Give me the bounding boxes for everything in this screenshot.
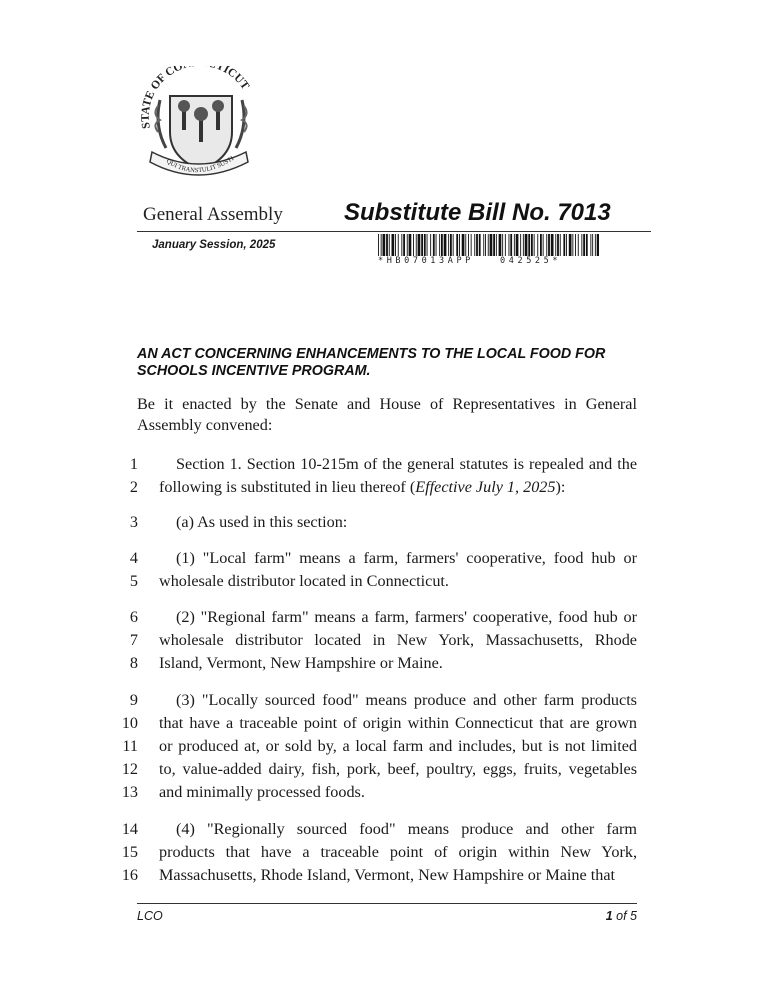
act-title: AN ACT CONCERNING ENHANCEMENTS TO THE LOCAL FOOD FOR SCHOOLS INCENTIVE PROGRAM.	[137, 346, 606, 379]
line-number: 13	[121, 783, 138, 801]
barcode-text: *HB07013APP 042525*	[378, 256, 562, 266]
line-text: Massachusetts, Rhode Island, Vermont, New Hampshire or Maine that	[159, 866, 616, 884]
bill-line	[0, 691, 773, 713]
connecticut-seal-icon	[136, 66, 260, 188]
line-number: 1	[129, 455, 138, 473]
line-text: (3) "Locally sourced food" means produce and other farm products	[176, 691, 637, 709]
bill-line	[0, 631, 773, 653]
line-text: or produced at, or sold by, a local farm and includes, but is not limited	[159, 737, 637, 755]
session-label: January Session, 2025	[152, 239, 276, 251]
line-number: 2	[129, 478, 138, 496]
seal-motto: QUI TRANSTULIT SUSTI	[164, 155, 236, 175]
bill-line	[0, 843, 773, 865]
bill-line	[0, 572, 773, 594]
line-number: 16	[121, 866, 138, 884]
header-divider	[137, 231, 651, 232]
bill-line	[0, 714, 773, 736]
line-text: products that have a traceable point of origin within New York,	[159, 843, 637, 861]
bill-line	[0, 478, 773, 500]
line-number: 5	[129, 572, 138, 590]
barcode-icon	[378, 234, 599, 256]
page-of: of 5	[616, 909, 637, 923]
line-number: 14	[121, 820, 138, 838]
bill-line	[0, 513, 773, 535]
line-text-part: ):	[555, 478, 566, 496]
line-text: (2) "Regional farm" means a farm, farmers' cooperative, food hub or	[176, 608, 637, 626]
line-text: wholesale distributor located in New York, Massachusetts, Rhode	[159, 631, 637, 649]
effective-date: Effective July 1, 2025	[415, 478, 556, 496]
bill-line	[0, 737, 773, 759]
footer-lco: LCO	[137, 909, 163, 923]
line-number: 9	[129, 691, 138, 709]
footer-divider	[137, 903, 637, 904]
line-text: to, value-added dairy, fish, pork, beef, poultry, eggs, fruits, vegetables	[159, 760, 637, 778]
page-current: 1	[605, 909, 613, 923]
bill-line	[0, 760, 773, 782]
line-text	[159, 478, 637, 497]
bill-line	[0, 654, 773, 676]
bill-line	[0, 608, 773, 630]
bill-line	[0, 455, 773, 477]
line-number: 12	[121, 760, 138, 778]
line-number: 4	[129, 549, 138, 567]
state-seal	[136, 66, 260, 188]
line-text: that have a traceable point of origin within Connecticut that are grown	[159, 714, 637, 732]
line-text: (4) "Regionally sourced food" means produce and other farm	[176, 820, 637, 838]
enacting-clause: Be it enacted by the Senate and House of Representatives in General Assembly convened:	[137, 395, 637, 434]
bill-line	[0, 866, 773, 888]
line-number: 3	[129, 513, 138, 531]
line-text: (1) "Local farm" means a farm, farmers' cooperative, food hub or	[176, 549, 637, 567]
line-number: 7	[129, 631, 138, 649]
line-text: (a) As used in this section:	[176, 513, 348, 531]
line-text: wholesale distributor located in Connecticut.	[159, 572, 449, 590]
line-text-part: following is substituted in lieu thereof (	[159, 478, 416, 496]
line-text: and minimally processed foods.	[159, 783, 365, 801]
line-number: 15	[121, 843, 138, 861]
line-number: 6	[129, 608, 138, 626]
bill-number: Substitute Bill No. 7013	[344, 199, 611, 226]
line-number: 8	[129, 654, 138, 672]
bill-line	[0, 549, 773, 571]
line-text: Section 1. Section 10-215m of the general statutes is repealed and the	[176, 455, 637, 473]
line-number: 10	[121, 714, 138, 732]
line-text: Island, Vermont, New Hampshire or Maine.	[159, 654, 443, 672]
seal-text: STATE OF CO TICUT	[139, 66, 252, 130]
page-number	[606, 909, 637, 923]
line-number: 11	[122, 737, 138, 755]
bill-line	[0, 783, 773, 805]
assembly-label: General Assembly	[143, 204, 283, 225]
bill-line	[0, 820, 773, 842]
